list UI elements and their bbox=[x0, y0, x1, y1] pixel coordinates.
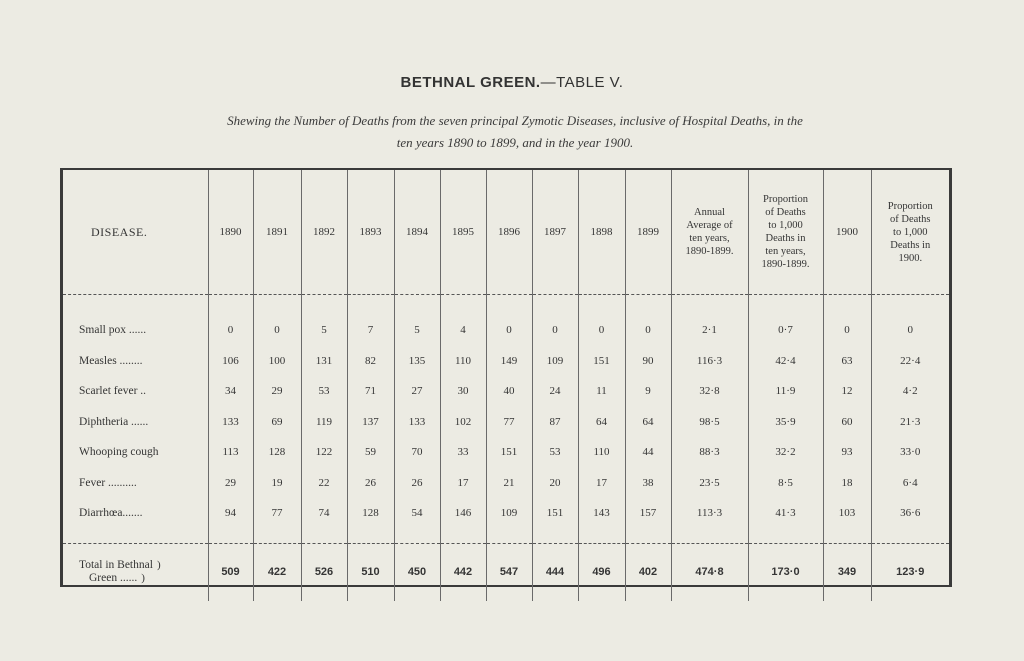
table-cell: 7 bbox=[347, 315, 394, 346]
table-cell: 5 bbox=[394, 315, 440, 346]
total-cell: 510 bbox=[347, 543, 394, 601]
spacer-row bbox=[63, 295, 949, 316]
table-cell: 36·6 bbox=[871, 498, 949, 529]
table-cell: 8·5 bbox=[748, 468, 823, 499]
table-cell: 93 bbox=[823, 437, 871, 468]
table-cell: 21·3 bbox=[871, 407, 949, 438]
table-cell: 5 bbox=[301, 315, 347, 346]
table-cell: 29 bbox=[253, 376, 301, 407]
table-cell: 74 bbox=[301, 498, 347, 529]
disease-name: Diarrhœa....... bbox=[79, 507, 143, 520]
table-cell: 0 bbox=[823, 315, 871, 346]
header-year: 1892 bbox=[301, 170, 347, 295]
table-cell: 70 bbox=[394, 437, 440, 468]
table-row bbox=[63, 437, 949, 468]
table-cell: 149 bbox=[486, 346, 532, 377]
table-cell: 20 bbox=[532, 468, 578, 499]
total-cell: 402 bbox=[625, 543, 671, 601]
table-cell: 4 bbox=[440, 315, 486, 346]
table-cell: 33·0 bbox=[871, 437, 949, 468]
table-cell: 131 bbox=[301, 346, 347, 377]
table-cell: 26 bbox=[394, 468, 440, 499]
table-cell: 35·9 bbox=[748, 407, 823, 438]
header-disease: DISEASE. bbox=[63, 170, 208, 295]
table-cell: 32·8 bbox=[671, 376, 748, 407]
table-cell: 53 bbox=[301, 376, 347, 407]
table-cell: 17 bbox=[440, 468, 486, 499]
header-proportion-ten-years: Proportion of Deaths to 1,000 Deaths in ten years, 1890-1899. bbox=[748, 170, 823, 295]
table-cell: 143 bbox=[578, 498, 625, 529]
total-cell: 422 bbox=[253, 543, 301, 601]
total-cell: 444 bbox=[532, 543, 578, 601]
table-cell: 106 bbox=[208, 346, 253, 377]
table-cell: 32·2 bbox=[748, 437, 823, 468]
table-cell: 113 bbox=[208, 437, 253, 468]
table-cell: 54 bbox=[394, 498, 440, 529]
table-cell: 21 bbox=[486, 468, 532, 499]
table-cell: 0 bbox=[486, 315, 532, 346]
table-cell: 77 bbox=[253, 498, 301, 529]
table-cell: 12 bbox=[823, 376, 871, 407]
table-cell: 38 bbox=[625, 468, 671, 499]
table-cell: 103 bbox=[823, 498, 871, 529]
table-cell: 128 bbox=[347, 498, 394, 529]
table-cell: 87 bbox=[532, 407, 578, 438]
subtitle-line-1: Shewing the Number of Deaths from the seven principal Zymotic Diseases, inclusive of Hospital Deaths, in the bbox=[227, 113, 803, 128]
table-cell: 0 bbox=[253, 315, 301, 346]
table-cell: 71 bbox=[347, 376, 394, 407]
table-cell: 23·5 bbox=[671, 468, 748, 499]
header-year: 1895 bbox=[440, 170, 486, 295]
table-row bbox=[63, 376, 949, 407]
table-cell: 60 bbox=[823, 407, 871, 438]
table-cell: 0 bbox=[208, 315, 253, 346]
table-cell: 137 bbox=[347, 407, 394, 438]
header-year: 1894 bbox=[394, 170, 440, 295]
table-cell: 88·3 bbox=[671, 437, 748, 468]
table-cell: 0 bbox=[532, 315, 578, 346]
table-cell: 64 bbox=[625, 407, 671, 438]
table-cell: 4·2 bbox=[871, 376, 949, 407]
table-row bbox=[63, 315, 949, 346]
total-cell: 349 bbox=[823, 543, 871, 601]
table-cell: 119 bbox=[301, 407, 347, 438]
table-cell: 34 bbox=[208, 376, 253, 407]
table-row bbox=[63, 498, 949, 529]
header-year: 1893 bbox=[347, 170, 394, 295]
disease-name: Whooping cough bbox=[79, 446, 159, 459]
total-cell: 450 bbox=[394, 543, 440, 601]
table-cell: 26 bbox=[347, 468, 394, 499]
disease-name: Small pox ...... bbox=[79, 324, 147, 337]
total-cell: 496 bbox=[578, 543, 625, 601]
table-row bbox=[63, 346, 949, 377]
table-cell: 44 bbox=[625, 437, 671, 468]
table-cell: 90 bbox=[625, 346, 671, 377]
total-cell: 123·9 bbox=[871, 543, 949, 601]
header-year: 1896 bbox=[486, 170, 532, 295]
page-title: BETHNAL GREEN.—TABLE V. bbox=[400, 74, 624, 91]
table-cell: 29 bbox=[208, 468, 253, 499]
table-cell: 6·4 bbox=[871, 468, 949, 499]
header-year: 1898 bbox=[578, 170, 625, 295]
table-cell: 110 bbox=[440, 346, 486, 377]
total-cell: 526 bbox=[301, 543, 347, 601]
header-year: 1891 bbox=[253, 170, 301, 295]
header-annual-average: Annual Average of ten years, 1890-1899. bbox=[671, 170, 748, 295]
table-cell: 82 bbox=[347, 346, 394, 377]
table-cell: 133 bbox=[208, 407, 253, 438]
table-cell: 27 bbox=[394, 376, 440, 407]
table-cell: 94 bbox=[208, 498, 253, 529]
table-cell: 41·3 bbox=[748, 498, 823, 529]
table-subtitle bbox=[100, 110, 930, 154]
total-cell: 173·0 bbox=[748, 543, 823, 601]
table-cell: 17 bbox=[578, 468, 625, 499]
table-cell: 128 bbox=[253, 437, 301, 468]
table-cell: 133 bbox=[394, 407, 440, 438]
total-row bbox=[63, 543, 949, 601]
table-cell: 59 bbox=[347, 437, 394, 468]
total-cell: 509 bbox=[208, 543, 253, 601]
table-cell: 33 bbox=[440, 437, 486, 468]
table-cell: 0·7 bbox=[748, 315, 823, 346]
deaths-table-frame bbox=[60, 168, 952, 587]
header-year: 1890 bbox=[208, 170, 253, 295]
total-label: Total in Bethnal ) Green ...... ) bbox=[63, 543, 208, 601]
table-cell: 77 bbox=[486, 407, 532, 438]
subtitle-line-2: ten years 1890 to 1899, and in the year 1900. bbox=[396, 135, 634, 150]
table-cell: 22 bbox=[301, 468, 347, 499]
table-cell: 146 bbox=[440, 498, 486, 529]
table-cell: 42·4 bbox=[748, 346, 823, 377]
total-cell: 442 bbox=[440, 543, 486, 601]
disease-name: Diphtheria ...... bbox=[79, 415, 149, 428]
table-cell: 69 bbox=[253, 407, 301, 438]
disease-name: Measles ........ bbox=[79, 354, 143, 367]
table-cell: 18 bbox=[823, 468, 871, 499]
table-cell: 109 bbox=[486, 498, 532, 529]
table-cell: 151 bbox=[486, 437, 532, 468]
disease-name: Fever .......... bbox=[79, 476, 137, 489]
table-cell: 30 bbox=[440, 376, 486, 407]
table-cell: 116·3 bbox=[671, 346, 748, 377]
table-cell: 102 bbox=[440, 407, 486, 438]
table-cell: 157 bbox=[625, 498, 671, 529]
spacer-row bbox=[63, 529, 949, 544]
table-cell: 100 bbox=[253, 346, 301, 377]
table-cell: 2·1 bbox=[671, 315, 748, 346]
table-cell: 11 bbox=[578, 376, 625, 407]
table-cell: 24 bbox=[532, 376, 578, 407]
table-cell: 151 bbox=[578, 346, 625, 377]
header-year: 1897 bbox=[532, 170, 578, 295]
table-cell: 98·5 bbox=[671, 407, 748, 438]
table-cell: 0 bbox=[625, 315, 671, 346]
table-cell: 40 bbox=[486, 376, 532, 407]
header-year-1900: 1900 bbox=[823, 170, 871, 295]
table-cell: 22·4 bbox=[871, 346, 949, 377]
table-cell: 109 bbox=[532, 346, 578, 377]
header-proportion-1900: Proportion of Deaths to 1,000 Deaths in 1900. bbox=[871, 170, 949, 295]
header-row bbox=[63, 170, 949, 295]
table-cell: 64 bbox=[578, 407, 625, 438]
table-cell: 110 bbox=[578, 437, 625, 468]
table-cell: 0 bbox=[578, 315, 625, 346]
table-cell: 151 bbox=[532, 498, 578, 529]
header-year: 1899 bbox=[625, 170, 671, 295]
table-cell: 53 bbox=[532, 437, 578, 468]
table-cell: 122 bbox=[301, 437, 347, 468]
table-cell: 9 bbox=[625, 376, 671, 407]
table-row bbox=[63, 468, 949, 499]
table-cell: 63 bbox=[823, 346, 871, 377]
zymotic-deaths-table bbox=[63, 170, 949, 601]
table-row bbox=[63, 407, 949, 438]
table-cell: 19 bbox=[253, 468, 301, 499]
table-cell: 0 bbox=[871, 315, 949, 346]
table-cell: 113·3 bbox=[671, 498, 748, 529]
total-cell: 547 bbox=[486, 543, 532, 601]
total-cell: 474·8 bbox=[671, 543, 748, 601]
table-cell: 135 bbox=[394, 346, 440, 377]
table-cell: 11·9 bbox=[748, 376, 823, 407]
disease-name: Scarlet fever .. bbox=[79, 385, 147, 398]
